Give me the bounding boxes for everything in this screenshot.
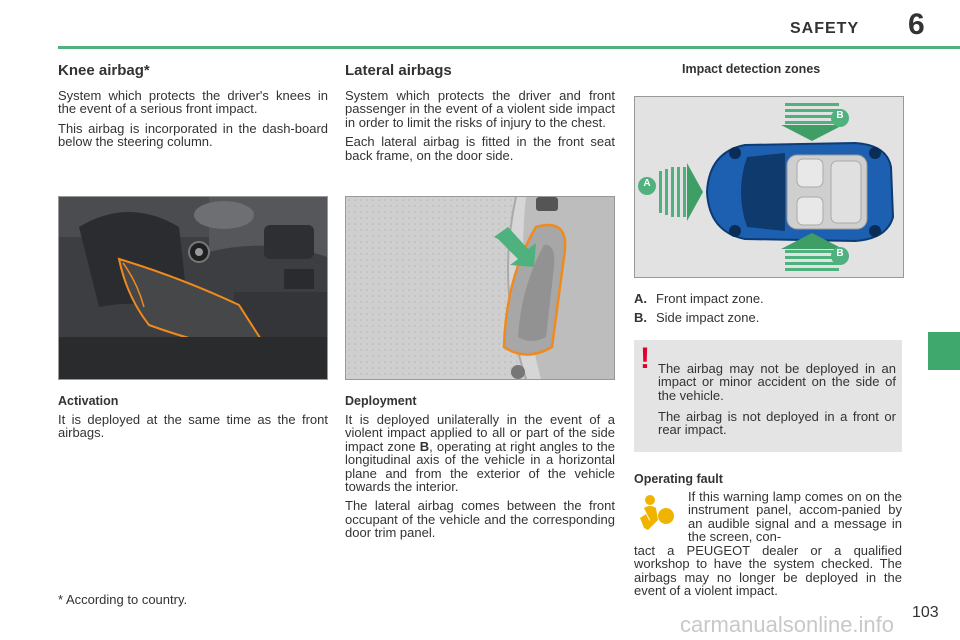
lateral-airbags-section xyxy=(345,62,615,168)
legend-item-a xyxy=(634,291,764,306)
lateral-para-2: Each lateral airbag is fitted in the front seat back frame, on the door side. xyxy=(345,134,615,163)
zone-b-badge-top: B xyxy=(836,110,844,121)
legend-key-b: B. xyxy=(634,310,647,325)
header-rule xyxy=(58,46,960,49)
activation-text: It is deployed at the same time as the front airbags. xyxy=(58,412,328,441)
knee-airbag-section xyxy=(58,62,328,155)
impact-zones-title: Impact detection zones xyxy=(682,62,821,76)
impact-zone-legend xyxy=(634,291,764,329)
deployment-title: Deployment xyxy=(345,394,417,408)
watermark: carmanualsonline.info xyxy=(680,612,895,637)
warning-para-2: The airbag is not deployed in a front or rear impact. xyxy=(658,409,896,438)
zone-a-badge: A xyxy=(643,178,651,189)
fault-text-indented: If this warning lamp comes on on the instrument panel, accom-panied by an audible signal and a message in the screen, con- xyxy=(688,489,902,545)
lateral-airbags-title: Lateral airbags xyxy=(345,62,452,79)
lateral-airbag-photo xyxy=(345,196,615,380)
activation-title: Activation xyxy=(58,394,119,408)
deployment-zone: B xyxy=(419,438,430,454)
warning-para-1: The airbag may not be deployed in an impact or minor accident on the side of the vehicle. xyxy=(658,361,896,403)
deployment-para-2: The lateral airbag comes between the front occupant of the vehicle and the corresponding door trim panel. xyxy=(345,498,615,541)
footnote: * According to country. xyxy=(58,592,188,607)
warning-exclamation-icon: ! xyxy=(640,342,650,375)
legend-text-b: Side impact zone. xyxy=(656,310,760,325)
operating-fault-title: Operating fault xyxy=(634,472,723,486)
zone-b-badge-bottom: B xyxy=(836,248,844,259)
legend-item-b xyxy=(634,310,764,325)
warning-box xyxy=(634,340,902,452)
knee-airbag-photo xyxy=(58,196,328,380)
activation-section xyxy=(58,394,328,446)
fault-text-full: tact a PEUGEOT dealer or a qualified workshop to have the system checked. The airbags may no longer be deployed in the event of a violent impact. xyxy=(634,543,902,599)
page-number: 103 xyxy=(912,604,939,621)
chapter-number: 6 xyxy=(908,8,925,41)
deployment-text-post: , operating at right angles to the longitudinal axis of the vehicle in a horizontal plane and from the exterior of the vehicle towards the interior. xyxy=(345,438,615,495)
knee-airbag-title: Knee airbag* xyxy=(58,62,150,79)
impact-zones-diagram xyxy=(634,96,904,278)
lateral-para-1: System which protects the driver and front passenger in the event of a violent side impact in order to limit the risks of injury to the chest. xyxy=(345,88,615,130)
section-title: SAFETY xyxy=(790,20,860,37)
legend-key-a: A. xyxy=(634,291,647,306)
knee-para-1: System which protects the driver's knees in the event of a serious front impact. xyxy=(58,88,328,117)
deployment-text-pre: It is deployed unilaterally in the event of a violent impact applied to all or part of the side impact zone xyxy=(345,412,615,454)
airbag-warning-lamp-icon xyxy=(638,494,678,534)
legend-text-a: Front impact zone. xyxy=(656,291,764,306)
deployment-para-1 xyxy=(345,413,615,493)
knee-para-2: This airbag is incorporated in the dash-board below the steering column. xyxy=(58,120,328,150)
deployment-section xyxy=(345,394,615,546)
chapter-tab xyxy=(928,332,960,370)
